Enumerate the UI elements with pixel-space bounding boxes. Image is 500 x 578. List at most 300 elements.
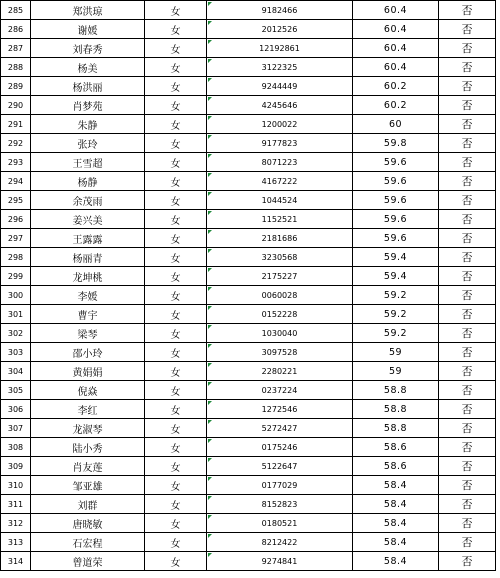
score-cell[interactable] — [353, 362, 439, 381]
status-cell[interactable] — [439, 533, 496, 552]
id-number-cell[interactable] — [207, 362, 353, 381]
gender-cell[interactable] — [145, 115, 207, 134]
table-row — [1, 153, 496, 172]
name-cell[interactable] — [31, 153, 145, 172]
id-number-cell[interactable] — [207, 457, 353, 476]
gender-cell[interactable] — [145, 381, 207, 400]
table-row — [1, 96, 496, 115]
row-number-cell[interactable] — [1, 134, 31, 153]
gender-cell-text: 女 — [170, 215, 181, 227]
id-number-cell[interactable] — [207, 305, 353, 324]
score-cell-text: 60.2 — [383, 99, 408, 111]
gender-cell-text: 女 — [170, 196, 181, 208]
score-cell-text: 58.4 — [383, 498, 408, 510]
row-number-cell[interactable] — [1, 248, 31, 267]
row-number-cell[interactable] — [1, 115, 31, 134]
gender-cell-text: 女 — [170, 272, 181, 284]
name-cell[interactable] — [31, 267, 145, 286]
id-number-cell[interactable] — [207, 476, 353, 495]
score-cell-text: 60.4 — [383, 61, 408, 73]
table-row — [1, 495, 496, 514]
row-number-cell-text: 290 — [7, 100, 24, 110]
score-cell-text: 59.2 — [383, 289, 408, 301]
name-cell-text: 龙坤桃 — [72, 272, 103, 284]
green-triangle-icon — [208, 173, 212, 177]
gender-cell-text: 女 — [170, 158, 181, 170]
score-cell-text: 59.6 — [383, 213, 408, 225]
id-number-cell-text: 1152521 — [261, 214, 298, 224]
status-cell-text: 否 — [461, 61, 473, 74]
status-cell[interactable] — [439, 438, 496, 457]
name-cell[interactable] — [31, 1, 145, 20]
score-cell[interactable] — [353, 343, 439, 362]
score-cell-text: 58.8 — [383, 422, 408, 434]
gender-cell-text: 女 — [170, 291, 181, 303]
status-cell-text: 否 — [461, 384, 473, 397]
gender-cell-text: 女 — [170, 44, 181, 56]
gender-cell[interactable] — [145, 286, 207, 305]
name-cell[interactable] — [31, 248, 145, 267]
status-cell-text: 否 — [461, 232, 473, 245]
row-number-cell[interactable] — [1, 343, 31, 362]
green-triangle-icon — [208, 154, 212, 158]
id-number-cell-text: 5122647 — [261, 461, 298, 471]
gender-cell[interactable] — [145, 267, 207, 286]
status-cell[interactable] — [439, 476, 496, 495]
gender-cell[interactable] — [145, 58, 207, 77]
row-number-cell-text: 299 — [7, 271, 24, 281]
id-number-cell-text: 9244449 — [261, 81, 298, 91]
row-number-cell[interactable] — [1, 58, 31, 77]
gender-cell[interactable] — [145, 153, 207, 172]
score-cell-text: 58.4 — [383, 479, 408, 491]
id-number-cell-text: 0177029 — [261, 480, 298, 490]
name-cell[interactable] — [31, 172, 145, 191]
score-cell-text: 58.4 — [383, 517, 408, 529]
id-number-cell-text: 0237224 — [261, 385, 298, 395]
row-number-cell[interactable] — [1, 1, 31, 20]
gender-cell-text: 女 — [170, 519, 181, 531]
id-number-cell[interactable] — [207, 115, 353, 134]
score-cell-text: 60.4 — [383, 23, 408, 35]
gender-cell[interactable] — [145, 438, 207, 457]
id-number-cell-text: 8152823 — [261, 499, 298, 509]
row-number-cell-text: 312 — [7, 518, 24, 528]
name-cell[interactable] — [31, 210, 145, 229]
id-number-cell[interactable] — [207, 324, 353, 343]
status-cell[interactable] — [439, 419, 496, 438]
row-number-cell-text: 286 — [7, 24, 24, 34]
row-number-cell-text: 293 — [7, 157, 24, 167]
score-cell[interactable] — [353, 495, 439, 514]
status-cell[interactable] — [439, 457, 496, 476]
table-row — [1, 514, 496, 533]
id-number-cell-text: 9182466 — [261, 5, 298, 15]
gender-cell-text: 女 — [170, 500, 181, 512]
gender-cell-text: 女 — [170, 139, 181, 151]
status-cell[interactable] — [439, 1, 496, 20]
green-triangle-icon — [208, 420, 212, 424]
gender-cell[interactable] — [145, 210, 207, 229]
status-cell[interactable] — [439, 495, 496, 514]
id-number-cell[interactable] — [207, 514, 353, 533]
gender-cell[interactable] — [145, 457, 207, 476]
gender-cell-text: 女 — [170, 386, 181, 398]
score-cell-text: 58.8 — [383, 403, 408, 415]
score-cell[interactable] — [353, 552, 439, 571]
score-cell-text: 59 — [388, 346, 403, 358]
score-cell[interactable] — [353, 210, 439, 229]
score-cell[interactable] — [353, 457, 439, 476]
score-cell-text: 59.4 — [383, 251, 408, 263]
status-cell[interactable] — [439, 153, 496, 172]
row-number-cell-text: 310 — [7, 480, 24, 490]
status-cell[interactable] — [439, 172, 496, 191]
name-cell[interactable] — [31, 115, 145, 134]
row-number-cell-text: 311 — [7, 499, 24, 509]
score-cell[interactable] — [353, 77, 439, 96]
score-cell[interactable] — [353, 267, 439, 286]
score-cell[interactable] — [353, 20, 439, 39]
score-cell[interactable] — [353, 248, 439, 267]
score-cell-text: 59.6 — [383, 194, 408, 206]
name-cell[interactable] — [31, 20, 145, 39]
status-cell[interactable] — [439, 343, 496, 362]
id-number-cell[interactable] — [207, 267, 353, 286]
score-cell[interactable] — [353, 134, 439, 153]
green-triangle-icon — [208, 268, 212, 272]
status-cell[interactable] — [439, 324, 496, 343]
status-cell-text: 否 — [461, 517, 473, 530]
status-cell-text: 否 — [461, 441, 473, 454]
gender-cell[interactable] — [145, 305, 207, 324]
green-triangle-icon — [208, 363, 212, 367]
score-cell[interactable] — [353, 39, 439, 58]
name-cell[interactable] — [31, 77, 145, 96]
status-cell[interactable] — [439, 267, 496, 286]
gender-cell[interactable] — [145, 20, 207, 39]
score-cell[interactable] — [353, 476, 439, 495]
id-number-cell[interactable] — [207, 20, 353, 39]
name-cell-text: 王露露 — [72, 234, 103, 246]
row-number-cell[interactable] — [1, 39, 31, 58]
status-cell[interactable] — [439, 229, 496, 248]
name-cell-text: 肖梦苑 — [72, 101, 103, 113]
status-cell[interactable] — [439, 362, 496, 381]
gender-cell-text: 女 — [170, 120, 181, 132]
name-cell-text: 唐晓敏 — [72, 519, 103, 531]
gender-cell-text: 女 — [170, 462, 181, 474]
name-cell[interactable] — [31, 514, 145, 533]
name-cell[interactable] — [31, 286, 145, 305]
row-number-cell-text: 298 — [7, 252, 24, 262]
row-number-cell[interactable] — [1, 552, 31, 571]
row-number-cell[interactable] — [1, 191, 31, 210]
name-cell[interactable] — [31, 324, 145, 343]
gender-cell[interactable] — [145, 552, 207, 571]
id-number-cell-text: 1044524 — [261, 195, 298, 205]
score-cell[interactable] — [353, 400, 439, 419]
table-row — [1, 305, 496, 324]
gender-cell[interactable] — [145, 514, 207, 533]
score-cell[interactable] — [353, 438, 439, 457]
status-cell-text: 否 — [461, 536, 473, 549]
id-number-cell[interactable] — [207, 172, 353, 191]
gender-cell-text: 女 — [170, 25, 181, 37]
name-cell[interactable] — [31, 438, 145, 457]
name-cell[interactable] — [31, 229, 145, 248]
id-number-cell[interactable] — [207, 343, 353, 362]
name-cell[interactable] — [31, 419, 145, 438]
name-cell[interactable] — [31, 533, 145, 552]
status-cell[interactable] — [439, 134, 496, 153]
green-triangle-icon — [208, 458, 212, 462]
status-cell[interactable] — [439, 20, 496, 39]
name-cell[interactable] — [31, 58, 145, 77]
row-number-cell-text: 292 — [7, 138, 24, 148]
name-cell[interactable] — [31, 134, 145, 153]
status-cell-text: 否 — [461, 80, 473, 93]
score-cell-text: 59.8 — [383, 137, 408, 149]
gender-cell[interactable] — [145, 533, 207, 552]
gender-cell[interactable] — [145, 324, 207, 343]
row-number-cell[interactable] — [1, 96, 31, 115]
score-cell[interactable] — [353, 514, 439, 533]
name-cell[interactable] — [31, 552, 145, 571]
name-cell[interactable] — [31, 96, 145, 115]
row-number-cell[interactable] — [1, 324, 31, 343]
score-cell-text: 59.6 — [383, 175, 408, 187]
id-number-cell[interactable] — [207, 400, 353, 419]
gender-cell[interactable] — [145, 172, 207, 191]
status-cell-text: 否 — [461, 156, 473, 169]
row-number-cell-text: 297 — [7, 233, 24, 243]
id-number-cell[interactable] — [207, 286, 353, 305]
status-cell[interactable] — [439, 77, 496, 96]
score-cell[interactable] — [353, 381, 439, 400]
score-cell-text: 59.4 — [383, 270, 408, 282]
status-cell[interactable] — [439, 39, 496, 58]
status-cell[interactable] — [439, 381, 496, 400]
row-number-cell[interactable] — [1, 77, 31, 96]
name-cell[interactable] — [31, 400, 145, 419]
gender-cell[interactable] — [145, 476, 207, 495]
row-number-cell[interactable] — [1, 533, 31, 552]
status-cell-text: 否 — [461, 346, 473, 359]
id-number-cell[interactable] — [207, 39, 353, 58]
gender-cell[interactable] — [145, 248, 207, 267]
gender-cell[interactable] — [145, 39, 207, 58]
id-number-cell-text: 8212422 — [261, 537, 298, 547]
id-number-cell[interactable] — [207, 495, 353, 514]
gender-cell[interactable] — [145, 400, 207, 419]
id-number-cell-text: 5272427 — [261, 423, 298, 433]
status-cell-text: 否 — [461, 213, 473, 226]
name-cell[interactable] — [31, 362, 145, 381]
row-number-cell[interactable] — [1, 457, 31, 476]
score-cell[interactable] — [353, 324, 439, 343]
name-cell-text: 黄娟娟 — [72, 367, 103, 379]
row-number-cell-text: 294 — [7, 176, 24, 186]
status-cell-text: 否 — [461, 555, 473, 568]
row-number-cell[interactable] — [1, 514, 31, 533]
score-cell[interactable] — [353, 58, 439, 77]
score-cell-text: 60.4 — [383, 4, 408, 16]
green-triangle-icon — [208, 249, 212, 253]
id-number-cell-text: 8071223 — [261, 157, 298, 167]
status-cell[interactable] — [439, 58, 496, 77]
status-cell[interactable] — [439, 552, 496, 571]
score-cell[interactable] — [353, 96, 439, 115]
score-cell[interactable] — [353, 153, 439, 172]
status-cell-text: 否 — [461, 327, 473, 340]
name-cell[interactable] — [31, 343, 145, 362]
green-triangle-icon — [208, 306, 212, 310]
score-cell-text: 60.4 — [383, 42, 408, 54]
score-cell-text: 60 — [388, 118, 403, 130]
id-number-cell[interactable] — [207, 96, 353, 115]
score-cell[interactable] — [353, 305, 439, 324]
gender-cell[interactable] — [145, 134, 207, 153]
status-cell[interactable] — [439, 400, 496, 419]
status-cell-text: 否 — [461, 4, 473, 17]
row-number-cell-text: 309 — [7, 461, 24, 471]
score-cell-text: 58.4 — [383, 555, 408, 567]
row-number-cell[interactable] — [1, 153, 31, 172]
table-row — [1, 191, 496, 210]
id-number-cell-text: 3097528 — [261, 347, 298, 357]
id-number-cell[interactable] — [207, 58, 353, 77]
name-cell-text: 谢媛 — [77, 25, 98, 37]
score-cell[interactable] — [353, 115, 439, 134]
row-number-cell[interactable] — [1, 362, 31, 381]
row-number-cell-text: 291 — [7, 119, 24, 129]
gender-cell-text: 女 — [170, 481, 181, 493]
id-number-cell[interactable] — [207, 381, 353, 400]
gender-cell[interactable] — [145, 229, 207, 248]
gender-cell-text: 女 — [170, 82, 181, 94]
row-number-cell[interactable] — [1, 229, 31, 248]
name-cell[interactable] — [31, 495, 145, 514]
name-cell[interactable] — [31, 191, 145, 210]
name-cell[interactable] — [31, 39, 145, 58]
score-cell-text: 58.8 — [383, 384, 408, 396]
status-cell-text: 否 — [461, 270, 473, 283]
score-cell[interactable] — [353, 1, 439, 20]
gender-cell[interactable] — [145, 191, 207, 210]
score-cell[interactable] — [353, 419, 439, 438]
name-cell[interactable] — [31, 305, 145, 324]
green-triangle-icon — [208, 325, 212, 329]
row-number-cell-text: 301 — [7, 309, 24, 319]
name-cell-text: 刘群 — [77, 500, 98, 512]
status-cell[interactable] — [439, 514, 496, 533]
score-cell[interactable] — [353, 286, 439, 305]
row-number-cell-text: 304 — [7, 366, 24, 376]
name-cell-text: 李媛 — [77, 291, 98, 303]
row-number-cell[interactable] — [1, 495, 31, 514]
gender-cell[interactable] — [145, 1, 207, 20]
gender-cell[interactable] — [145, 343, 207, 362]
row-number-cell-text: 295 — [7, 195, 24, 205]
id-number-cell[interactable] — [207, 134, 353, 153]
score-cell[interactable] — [353, 533, 439, 552]
name-cell-text: 姜兴美 — [72, 215, 103, 227]
id-number-cell[interactable] — [207, 419, 353, 438]
green-triangle-icon — [208, 40, 212, 44]
name-cell[interactable] — [31, 476, 145, 495]
status-cell-text: 否 — [461, 289, 473, 302]
row-number-cell[interactable] — [1, 305, 31, 324]
row-number-cell[interactable] — [1, 172, 31, 191]
table-row — [1, 20, 496, 39]
row-number-cell[interactable] — [1, 20, 31, 39]
name-cell[interactable] — [31, 457, 145, 476]
id-number-cell[interactable] — [207, 77, 353, 96]
id-number-cell-text: 9177823 — [261, 138, 298, 148]
name-cell[interactable] — [31, 381, 145, 400]
status-cell[interactable] — [439, 191, 496, 210]
row-number-cell[interactable] — [1, 400, 31, 419]
id-number-cell[interactable] — [207, 1, 353, 20]
gender-cell[interactable] — [145, 419, 207, 438]
name-cell-text: 李红 — [77, 405, 98, 417]
score-cell-text: 59.2 — [383, 327, 408, 339]
id-number-cell[interactable] — [207, 210, 353, 229]
score-cell-text: 59 — [388, 365, 403, 377]
id-number-cell-text: 2280221 — [261, 366, 298, 376]
status-cell[interactable] — [439, 210, 496, 229]
name-cell-text: 陆小秀 — [72, 443, 103, 455]
id-number-cell[interactable] — [207, 552, 353, 571]
name-cell-text: 肖友莲 — [72, 462, 103, 474]
row-number-cell[interactable] — [1, 476, 31, 495]
status-cell[interactable] — [439, 286, 496, 305]
status-cell[interactable] — [439, 305, 496, 324]
id-number-cell[interactable] — [207, 153, 353, 172]
id-number-cell[interactable] — [207, 229, 353, 248]
row-number-cell[interactable] — [1, 286, 31, 305]
gender-cell-text: 女 — [170, 557, 181, 569]
id-number-cell[interactable] — [207, 191, 353, 210]
table-row — [1, 419, 496, 438]
status-cell[interactable] — [439, 248, 496, 267]
row-number-cell[interactable] — [1, 438, 31, 457]
gender-cell[interactable] — [145, 77, 207, 96]
gender-cell[interactable] — [145, 96, 207, 115]
row-number-cell[interactable] — [1, 267, 31, 286]
score-cell[interactable] — [353, 191, 439, 210]
score-cell-text: 60.2 — [383, 80, 408, 92]
name-cell-text: 刘春秀 — [72, 44, 103, 56]
id-number-cell[interactable] — [207, 438, 353, 457]
row-number-cell[interactable] — [1, 381, 31, 400]
status-cell[interactable] — [439, 115, 496, 134]
name-cell-text: 石宏程 — [72, 538, 103, 550]
row-number-cell[interactable] — [1, 419, 31, 438]
row-number-cell[interactable] — [1, 210, 31, 229]
id-number-cell[interactable] — [207, 248, 353, 267]
score-cell[interactable] — [353, 229, 439, 248]
table-row — [1, 381, 496, 400]
gender-cell[interactable] — [145, 495, 207, 514]
score-cell[interactable] — [353, 172, 439, 191]
table-row — [1, 267, 496, 286]
id-number-cell[interactable] — [207, 533, 353, 552]
status-cell[interactable] — [439, 96, 496, 115]
gender-cell[interactable] — [145, 362, 207, 381]
table-row — [1, 115, 496, 134]
